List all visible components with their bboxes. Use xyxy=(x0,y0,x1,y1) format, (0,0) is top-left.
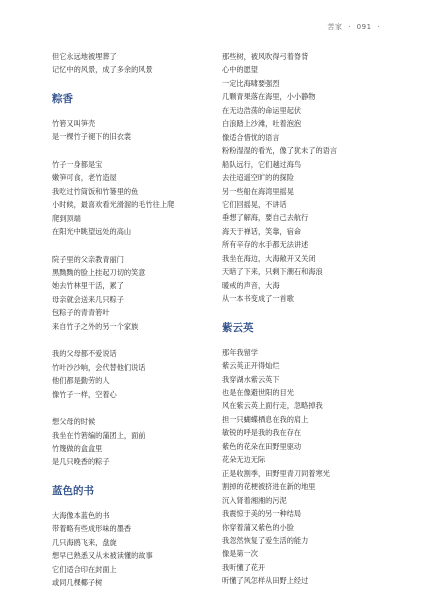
poem-line: 黑黝黝的脸上挂起刀切的笑意 xyxy=(52,267,146,277)
poem-title: 紫云英 xyxy=(222,321,254,334)
poem-line: 竹子一身都是宝 xyxy=(52,159,103,169)
poem-line: 竹箬又叫笋壳 xyxy=(52,118,96,128)
poem-line: 敏锐的呼是我的我在存在 xyxy=(222,428,302,438)
poem-line: 花朵无边无际 xyxy=(222,455,266,465)
poem-line: 去往迢遥空旷的的探险 xyxy=(222,173,294,183)
poem-line: 听懂了风怎样从田野上经过 xyxy=(222,576,309,586)
stanza xyxy=(222,50,392,306)
poem-line: 或同几棵椰子树 xyxy=(52,578,103,588)
stanza xyxy=(52,347,222,401)
left-column xyxy=(52,50,222,604)
poem-line: 担一只蝴蝶栖息在我的肩上 xyxy=(222,414,309,424)
poem-line: 想早已熟悉又从未被读懂的故事 xyxy=(52,551,153,561)
stanza xyxy=(52,117,222,144)
poem-line: 爬到顶端 xyxy=(52,213,81,223)
running-header xyxy=(327,22,383,32)
poem-line: 从一本书变成了一首歌 xyxy=(222,294,294,304)
poem-line: 像竹子一样，空着心 xyxy=(52,389,117,399)
poem-line: 我坐在竹箬编的蒲团上，面前 xyxy=(52,430,146,440)
right-column xyxy=(222,50,392,602)
poem-line: 大海像本蓝色的书 xyxy=(52,510,110,520)
stanza xyxy=(222,346,392,588)
stanza xyxy=(52,158,222,239)
poem-title: 粽香 xyxy=(52,92,73,105)
poem-line: 她去竹林里干活，累了 xyxy=(52,281,124,291)
poem-line: 竹篾做的盒盒里 xyxy=(52,443,103,453)
poem-line: 他们都是勤劳的人 xyxy=(52,376,110,386)
poem-line: 那年我留学 xyxy=(222,347,258,357)
poem-line: 母亲就会送来几只粽子 xyxy=(52,294,124,304)
header-separator-end: · xyxy=(377,23,380,31)
poem-line: 心中的愿望 xyxy=(222,65,258,75)
poem-line: 它们回摇晃，不讲话 xyxy=(222,199,287,209)
poem-line: 我吃过竹筒饭和竹篓里的鱼 xyxy=(52,186,139,196)
poem-line: 我穿湖水紫云英下 xyxy=(222,374,280,384)
poem-line: 我震惊于美的另一种结局 xyxy=(222,509,302,519)
poem-line: 小时候，最喜欢看光滑溜的毛竹往上爬 xyxy=(52,200,175,210)
header-page-number: 091 xyxy=(356,23,372,31)
poem-line: 带着略有些成形味的墨香 xyxy=(52,524,132,534)
poem-line: 粉粉湿湿的看光，像了犹未了的语言 xyxy=(222,146,338,156)
poem-line: 风在紫云英上面行走，忽略掉我 xyxy=(222,401,323,411)
poem-line: 院子里的父亲教青丽门 xyxy=(52,254,124,264)
poem-line: 它们适合印在封面上 xyxy=(52,564,117,574)
stanza xyxy=(52,253,222,334)
poem-line: 垂想了解海，要自己去航行 xyxy=(222,213,309,223)
poem-line: 暖戒的声音，大海 xyxy=(222,280,280,290)
poem-line: 沉入肾着湘湘的污泥 xyxy=(222,495,287,505)
poem-line: 另一些船在海湾里摇晃 xyxy=(222,186,294,196)
poem-line: 那些树，被风吹得弓着脊背 xyxy=(222,52,309,61)
poem-line: 记忆中的风景，成了多余的风景 xyxy=(52,65,153,75)
header-section: 苦家 xyxy=(327,23,343,31)
poem-line: 海天于禅话，笑靠，宿命 xyxy=(222,226,302,236)
poem-line: 是一棵竹子褪下的旧衣裳 xyxy=(52,132,132,142)
poem-line: 在无边浩荡的命运里起伏 xyxy=(222,105,302,115)
poem-line: 竹叶沙沙响，会代替他们说话 xyxy=(52,362,146,372)
poem-line: 但它永远地被埋葬了 xyxy=(52,52,117,61)
poem-line: 一定比海啸要强烈 xyxy=(222,78,280,88)
poem-line: 所有辛存的水手都无法讲述 xyxy=(222,240,309,250)
poem-line: 像适合惜忧的语言 xyxy=(222,132,280,142)
poem-line: 几只海鸥飞来，盘旋 xyxy=(52,537,117,547)
poem-line: 割掉的花梗被挤进在新的地里 xyxy=(222,482,316,492)
poem-line: 像是第一次 xyxy=(222,549,258,559)
poem-line: 在阳光中眺望远处的高山 xyxy=(52,227,132,237)
poem-line: 紫色的花朵在田野里驱动 xyxy=(222,441,302,451)
poem-line: 我坐在海边，大海敞开又关闭 xyxy=(222,253,316,263)
poem-line: 正是收割季，田野里青刀同着寒光 xyxy=(222,468,330,478)
stanza xyxy=(52,50,222,77)
poem-line: 嫩笋可食，老竹造屋 xyxy=(52,173,117,183)
poem-line: 也是在像避世阳的目光 xyxy=(222,387,294,397)
poem-line: 我听懂了花开 xyxy=(222,562,266,572)
header-separator: · xyxy=(348,23,351,31)
poem-line: 你穿着蒲又紫色的小脸 xyxy=(222,522,294,532)
poem-line: 是几只晚香的粽子 xyxy=(52,457,110,467)
poem-line: 我的父母都不爱说话 xyxy=(52,349,117,359)
poem-line: 白浪踏上沙滩，吐着泡泡 xyxy=(222,119,302,129)
poem-line: 想父母的时候 xyxy=(52,417,96,427)
poem-line: 来自竹子之外的另一个家族 xyxy=(52,321,139,331)
poem-line: 包粽子的青青箬叶 xyxy=(52,308,110,318)
poem-line: 船队远行，它们越过海鸟 xyxy=(222,159,302,169)
poem-line: 天暗了下来，只剩下潮石和海浪 xyxy=(222,267,323,277)
poem-line: 我忽然恢复了爱生活的能力 xyxy=(222,535,309,545)
stanza xyxy=(52,415,222,469)
stanza xyxy=(52,509,222,590)
poem-title: 蓝色的书 xyxy=(52,484,94,497)
poem-line: 几颗青果落在海里，小小静物 xyxy=(222,92,316,102)
poem-line: 紫云英正开得灿烂 xyxy=(222,361,280,371)
